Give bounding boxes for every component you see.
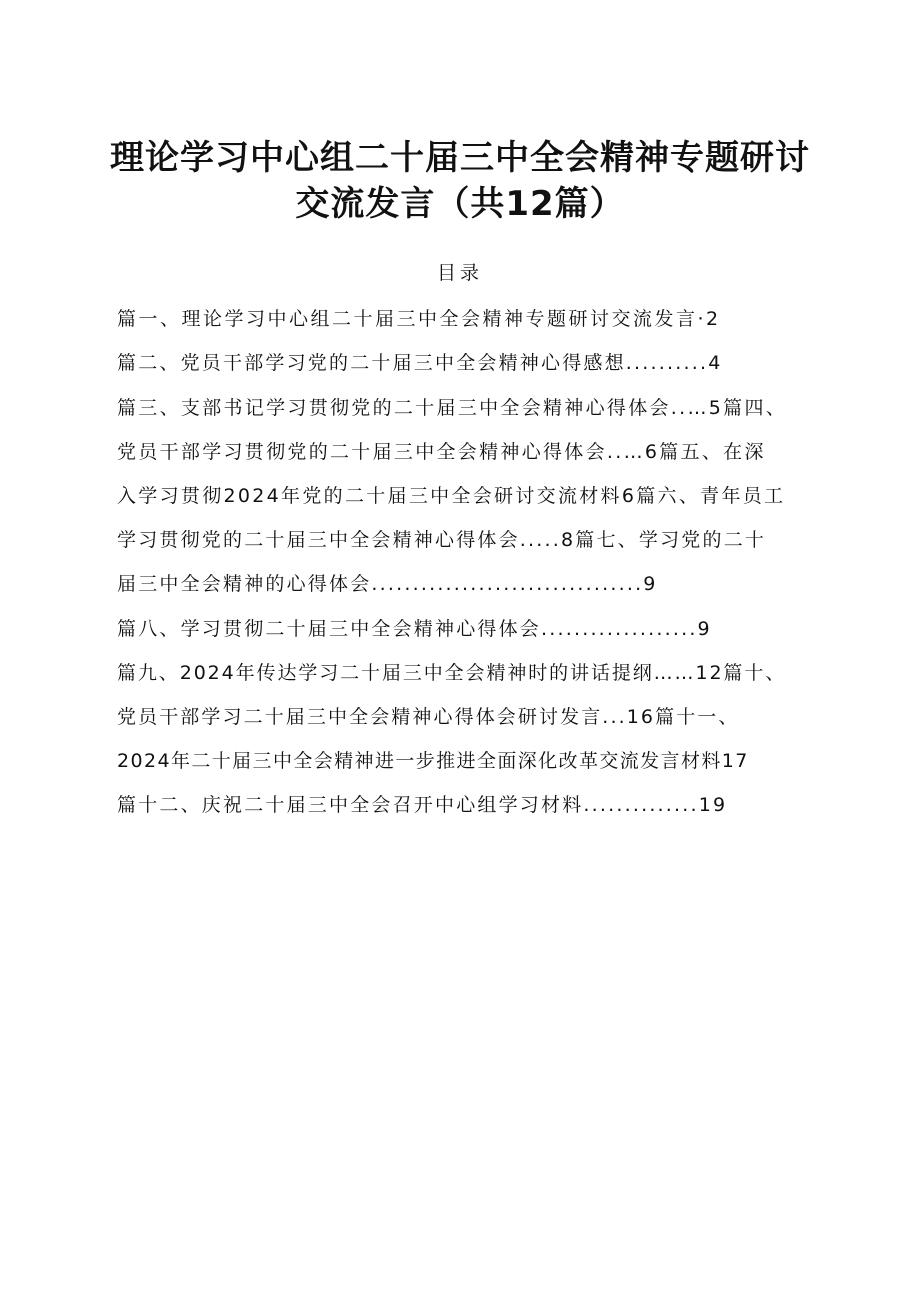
toc-line: 篇八、学习贯彻二十届三中全会精神心得体会...................9 [117, 618, 712, 640]
toc-line: 篇三、支部书记学习贯彻党的二十届三中全会精神心得体会..…5篇四、 [117, 397, 788, 419]
document-title-line-2: 交流发言（共12篇） [295, 184, 625, 224]
toc-line: 2024年二十届三中全会精神进一步推进全面深化改革交流发言材料17 [117, 750, 749, 772]
toc-line: 篇一、理论学习中心组二十届三中全会精神专题研讨交流发言·2 [117, 308, 721, 330]
toc-line: 入学习贯彻2024年党的二十届三中全会研讨交流材料6篇六、青年员工 [117, 485, 786, 507]
toc-line: 学习贯彻党的二十届三中全会精神心得体会.....8篇七、学习党的二十 [117, 529, 767, 551]
toc-line: 篇九、2024年传达学习二十届三中全会精神时的讲话提纲……12篇十、 [117, 662, 787, 684]
document-title-line-1: 理论学习中心组二十届三中全会精神专题研讨 [110, 138, 810, 178]
toc-line: 篇二、党员干部学习党的二十届三中全会精神心得感想..........4 [117, 352, 723, 374]
toc-line: 届三中全会精神的心得体会.................................9 [117, 573, 658, 595]
toc-line: 党员干部学习二十届三中全会精神心得体会研讨发言...16篇十一、 [117, 706, 740, 728]
toc-line: 党员干部学习贯彻党的二十届三中全会精神心得体会..…6篇五、在深 [117, 441, 766, 463]
toc-heading: 目录 [436, 262, 483, 284]
toc-line: 篇十二、庆祝二十届三中全会召开中心组学习材料..............19 [117, 794, 728, 816]
